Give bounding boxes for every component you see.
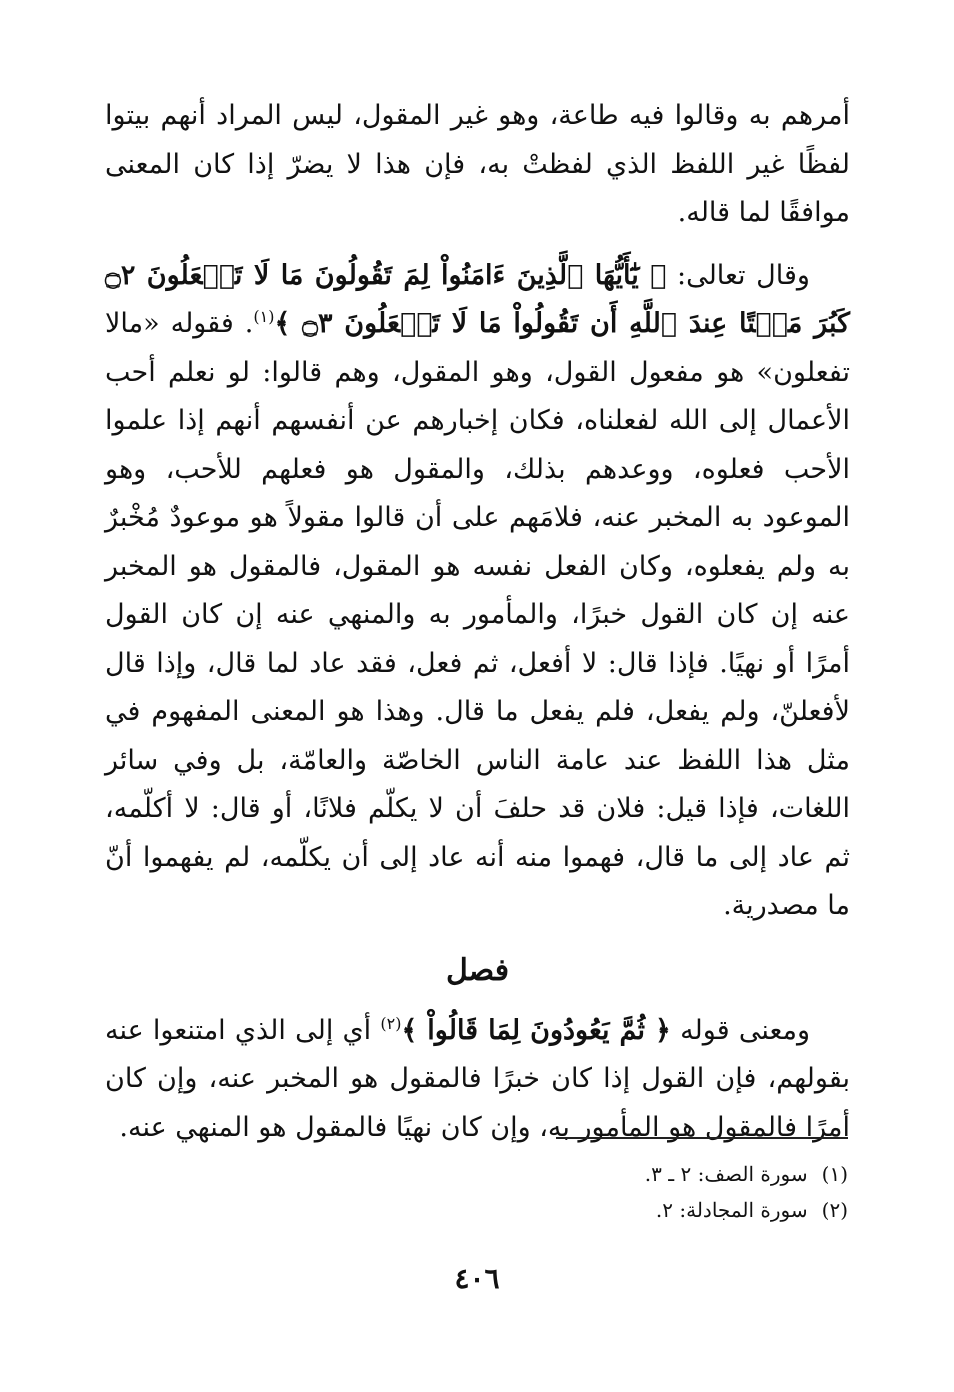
footnote-2-text: سورة المجادلة: ٢. — [655, 1198, 808, 1222]
quran-verse-mujadala: ﴿ ثُمَّ يَعُودُونَ لِمَا قَالُواْ ﴾ — [401, 1014, 671, 1046]
paragraph-2-body: . فقوله «مالا تفعلون» هو مفعول القول، وهو المقول، وهم قالوا: لو نعلم أحب الأعمال إلى الله لفعلناه، فكان إخبارهم عن أنفسهم أنهم إذا علموا الأحب فعلوه، ووعدهم بذلك، والمقول هو فعلهم للأحب، وهو الموعود به المخبر عنه، فلامَهم على أن قالوا مقولاً هو موعودٌ مُخْبرٌ به ولم يفعلوه، وكان الفعل نفسه هو المقول، فالمقول هو المخبر عنه إن كان القول خبرًا، والمأمور به والمنهي عنه إن كان القول أمرًا أو نهيًا. فإذا قال: لا أفعل، ثم فعل، فقد عاد لما قال، وإذا قال لأفعلنّ، ولم يفعل، فلم يفعل ما قال. وهذا هو المعنى المفهوم في مثل هذا اللفظ عند عامة الناس الخاصّة والعامّة، بل وفي سائر اللغات، فإذا قيل: فلان قد حلفَ أن لا يكلّم فلانًا، أو قال: لا أكلّمه، ثم عاد إلى ما قال، فهموا منه أنه عاد إلى أن يكلّمه، لم يفهموا أنّ ما مصدرية. — [105, 308, 850, 921]
footnote-1 — [348, 1156, 848, 1192]
paragraph-2 — [105, 252, 850, 931]
page-number: ٤٠٦ — [454, 1262, 500, 1295]
footnote-2-number: (٢) — [821, 1198, 848, 1222]
footnote-1-text: سورة الصف: ٢ ـ ٣. — [644, 1162, 808, 1186]
quran-verse-saff: ﴿ يَٰٓأَيُّهَا ٱلَّذِينَ ءَامَنُواْ لِمَ تَقُولُونَ مَا لَا تَفۡعَلُونَ ۝٢ كَبُرَ مَقۡتًا عِندَ ٱللَّهِ أَن تَقُولُواْ مَا لَا تَفۡعَلُونَ ۝٣ ﴾ — [105, 259, 850, 339]
footnote-ref-2[interactable]: (٢) — [380, 1013, 402, 1033]
footnotes — [348, 1156, 848, 1228]
paragraph-3 — [105, 1007, 850, 1153]
page-body — [105, 92, 850, 1152]
footnote-ref-1[interactable]: (١) — [253, 307, 275, 326]
paragraph-3-body: أي إلى الذي امتنعوا عنه بقولهم، فإن القول إذا كان خبرًا فالمقول هو المخبر عنه، وإن كان أمرًا فالمقول هو المأمور به، وإن كان نهيًا فالمقول هو المنهي عنه. — [105, 1014, 850, 1143]
footnote-1-number: (١) — [821, 1162, 848, 1186]
footnote-2 — [348, 1192, 848, 1228]
paragraph-3-intro: ومعنى قوله — [670, 1014, 810, 1046]
section-title: فصل — [445, 952, 510, 988]
footnote-divider — [556, 1137, 848, 1139]
paragraph-1: أمرهم به وقالوا فيه طاعة، وهو غير المقول، ليس المراد أنهم بيتوا لفظًا غير اللفظ الذي لفظتْ به، فإن هذا لا يضرّ إذا كان المعنى موافقًا لما قاله. — [105, 100, 850, 228]
paragraph-gap — [105, 238, 850, 252]
paragraph-2-intro: وقال تعالى: — [666, 259, 810, 291]
